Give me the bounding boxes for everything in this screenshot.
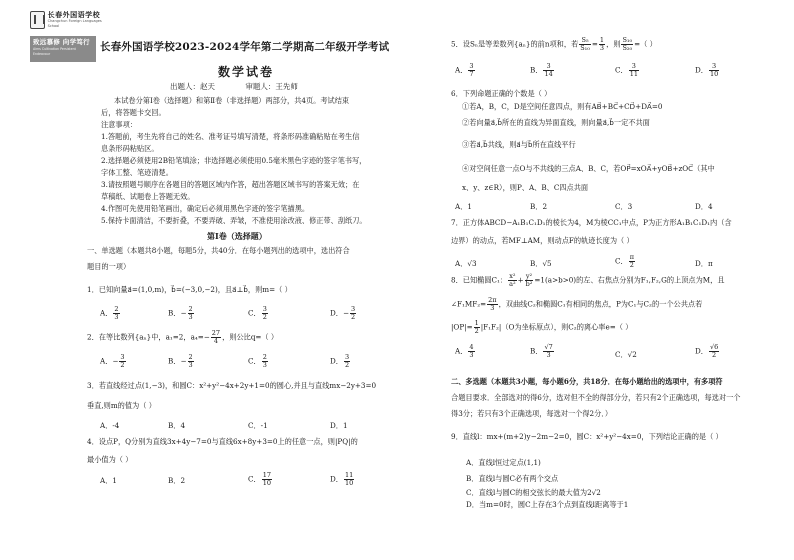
- q3-option-b: B．4: [168, 421, 186, 430]
- q9-option-b: B．直线l与圆C必有两个交点: [466, 474, 559, 483]
- section-2-desc: 合题目要求．全部选对的得6分，选对但不全的得部分分，若只有2个正确选项，每选对一个: [451, 393, 741, 402]
- question-8-stem: ∠F₁MF₂= $\frac{2\pi}{3}$ ，双曲线C₂和椭圆C₁有相同的焦点，P为C₁与C₂的一个公共点若: [451, 296, 703, 313]
- q7-option-a: A．√3: [455, 259, 477, 268]
- school-logo: [30, 6, 108, 34]
- q4-option-b: B．2: [168, 476, 186, 485]
- section-2-desc: 二、多选题（本题共3小题，每小题6分，共18分．在每小题给出的选项中，有多项符: [451, 377, 723, 386]
- q6-statement-2: ②若向量a⃗,b⃗所在的直线为异面直线，则向量a⃗,b⃗一定不共面: [462, 118, 650, 127]
- q4-option-c: C． $\frac{17}{10}$: [248, 471, 271, 488]
- note-line: 1.答题前，考生先将自己的姓名、准考证号填写清楚，将条形码准确粘贴在考生信: [101, 132, 360, 141]
- q6-option-d: D．4: [695, 202, 713, 211]
- school-emblem-icon: [30, 11, 45, 29]
- logo-subtitle: Changchun Foreign Languages School: [47, 19, 102, 29]
- section-1-title: 第Ⅰ卷（选择题）: [207, 231, 267, 241]
- note-line: 4.作图可先使用铅笔画出，确定后必须用黑色字迹的签字笔描黑。: [101, 204, 310, 213]
- question-3-stem: 3．若直线经过点(1,−3)，和圆C：x²+y²−4x+2y+1=0的圆心,并且与直线mx−2y+3=0: [87, 381, 377, 390]
- q7-option-c: C． $\frac{\pi}{2}$: [615, 253, 634, 270]
- question-3-stem: 垂直,则m的值为（ ）: [87, 401, 156, 410]
- q7-option-b: B．√5: [530, 259, 552, 268]
- school-motto-banner: [30, 36, 96, 62]
- section-1-desc: 一、单选题（本题共8小题，每题5分，共40分．在每小题列出的选项中，选出符合: [87, 246, 350, 255]
- q8-option-b: B． $\frac{√7}{3}$: [530, 343, 553, 360]
- q2-option-d: D． $\frac{3}{2}$: [330, 353, 350, 370]
- note-line: 2.选择题必须使用2B铅笔填涂；非选择题必须使用0.5毫米黑色字迹的签字笔书写，: [101, 156, 367, 165]
- motto-line-2: Aims Cultivation Persistent Endeavour: [33, 47, 76, 56]
- q5-option-a: A． $\frac{3}{7}$: [455, 62, 474, 79]
- q5-option-b: B． $\frac{3}{14}$: [530, 62, 553, 79]
- q7-option-d: D．π: [695, 259, 713, 268]
- setter: 出题人：赵天: [170, 82, 215, 91]
- q4-option-d: D． $\frac{11}{10}$: [330, 471, 354, 488]
- q2-option-b: B．− $\frac{2}{3}$: [168, 353, 193, 370]
- question-2-stem: 2．在等比数列{aₙ}中，a₁=2，a₄=− $\frac{27}{4}$ ，则公比q=（ ）: [87, 329, 279, 346]
- section-2-desc: 得3分；若只有3个正确选项，每选对一个得2分．）: [451, 409, 613, 418]
- question-7-stem: 边界）的动点，若MF⊥AM，则动点F的轨迹长度为（ ）: [451, 236, 634, 245]
- question-4-stem: 最小值为（ ）: [87, 455, 133, 464]
- setter-line: [170, 82, 326, 93]
- question-9-stem: 9．直线l：mx+(m+2)y−2m−2=0，圆C：x²+y²−4x=0，下列结论正确的是（ ）: [451, 432, 723, 441]
- q6-statement-1: ①若A，B，C，D是空间任意四点，则有AB⃗+BC⃗+CD⃗+DA⃗=0: [462, 102, 663, 111]
- q1-option-d: D．− $\frac{3}{2}$: [330, 305, 356, 322]
- q5-option-c: C． $\frac{3}{11}$: [615, 62, 638, 79]
- q8-option-a: A． $\frac{4}{3}$: [455, 343, 474, 360]
- logo-name: 长春外国语学校: [47, 9, 101, 19]
- notes-title: 注意事项：: [101, 120, 137, 129]
- q6-option-c: C．3: [615, 202, 633, 211]
- question-6-stem: 6．下列命题正确的个数是（ ）: [451, 89, 552, 98]
- question-1-stem: 1．已知向量a⃗=(1,0,m)，b⃗=(−3,0,−2)，且a⃗⊥b⃗，则m=（ ）: [87, 285, 292, 294]
- q3-option-d: D．1: [330, 421, 348, 430]
- q6-statement-4: x、y、z∈R），则P、A、B、C四点共面: [462, 183, 589, 192]
- question-8-stem: 8．已知椭圆C₁： $\frac{\text{x²}}{\text{a²}}$ + $\frac{\text{y²}}{\text{b²}}$ =1(a>b>0)的左、右焦点分别为F₁,F₂,G的上顶点为M，且: [451, 272, 725, 289]
- q6-statement-3: ③若a⃗,b⃗共线，则a⃗与b⃗所在直线平行: [462, 140, 576, 149]
- q5-option-d: D． $\frac{3}{10}$: [695, 62, 719, 79]
- q2-option-c: C． $\frac{2}{3}$: [248, 353, 267, 370]
- q9-option-d: D．当m=0时，圆C上存在3个点到直线l距离等于1: [466, 500, 629, 509]
- q3-option-c: C．-1: [248, 421, 268, 430]
- q1-option-c: C． $\frac{3}{2}$: [248, 305, 267, 322]
- q2-option-a: A．− $\frac{3}{2}$: [100, 353, 125, 370]
- intro-line: 后，将答题卡交回。: [101, 108, 166, 117]
- q6-statement-4: ④对空间任意一点O与不共线的三点A、B、C，若OP⃗=xOA⃗+yOB⃗+zOC⃗（其中: [462, 164, 715, 173]
- q6-option-b: B．2: [530, 202, 548, 211]
- note-line: 草稿纸、试题卷上答题无效。: [101, 192, 195, 201]
- note-line: 字体工整、笔迹清楚。: [101, 168, 173, 177]
- question-7-stem: 7．正方体ABCD−A₁B₁C₁D₁的棱长为4，M为棱CC₁中点，P为正方形A₁B₁C₁D₁内（含: [451, 218, 732, 227]
- motto-line-1: 致远慕修 向学笃行: [33, 38, 90, 46]
- question-4-stem: 4．设点P，Q分别为直线3x+4y−7=0与直线6x+8y+3=0上的任意一点，则|PQ|的: [87, 437, 358, 446]
- school-title: 长春外国语学校2023-2024学年第二学期高二年级开学考试: [100, 41, 390, 53]
- intro-line: 本试卷分第Ⅰ卷（选择题）和第Ⅱ卷（非选择题）两部分，共4页。考试结束: [114, 96, 350, 105]
- question-5-stem: 5．设Sₙ是等差数列{aₙ}的前n项和，若 $\frac{\text{S₅}}{\text{S₁₀}}$ = $\frac{1}{3}$ ，则 $\frac{\text{S₁₀}}{\text{S₂₀}}$ =（ ）: [451, 36, 657, 53]
- q1-option-a: A． $\frac{2}{3}$: [100, 305, 119, 322]
- q1-option-b: B．− $\frac{2}{3}$: [168, 305, 193, 322]
- note-line: 息条形码粘贴区。: [101, 144, 159, 153]
- note-line: 5.保持卡面清洁，不要折叠，不要弄破、弄皱，不准使用涂改液、修正带、刮纸刀。: [101, 216, 367, 225]
- q8-option-c: C．√2: [615, 350, 637, 359]
- exam-title: 数学试卷: [218, 65, 275, 79]
- q9-option-c: C．直线l与圆C的相交弦长的最大值为2√2: [466, 488, 601, 497]
- q4-option-a: A．1: [100, 476, 117, 485]
- q6-option-a: A．1: [455, 202, 472, 211]
- note-line: 3.请按照题号顺序在各题目的答题区域内作答，超出答题区域书写的答案无效；在: [101, 180, 360, 189]
- q8-option-d: D． $\frac{√6}{2}$: [695, 343, 719, 360]
- question-8-stem: |OP|= $\frac{1}{2}$ |F₁F₂|（O为坐标原点），则C₂的离心率e=（ ）: [451, 319, 633, 336]
- section-1-desc: 题目的一项）: [87, 262, 131, 271]
- q3-option-a: A．-4: [100, 421, 120, 430]
- q9-option-a: A．直线l恒过定点(1,1): [466, 458, 541, 467]
- reviewer: 审题人：王先师: [245, 82, 298, 91]
